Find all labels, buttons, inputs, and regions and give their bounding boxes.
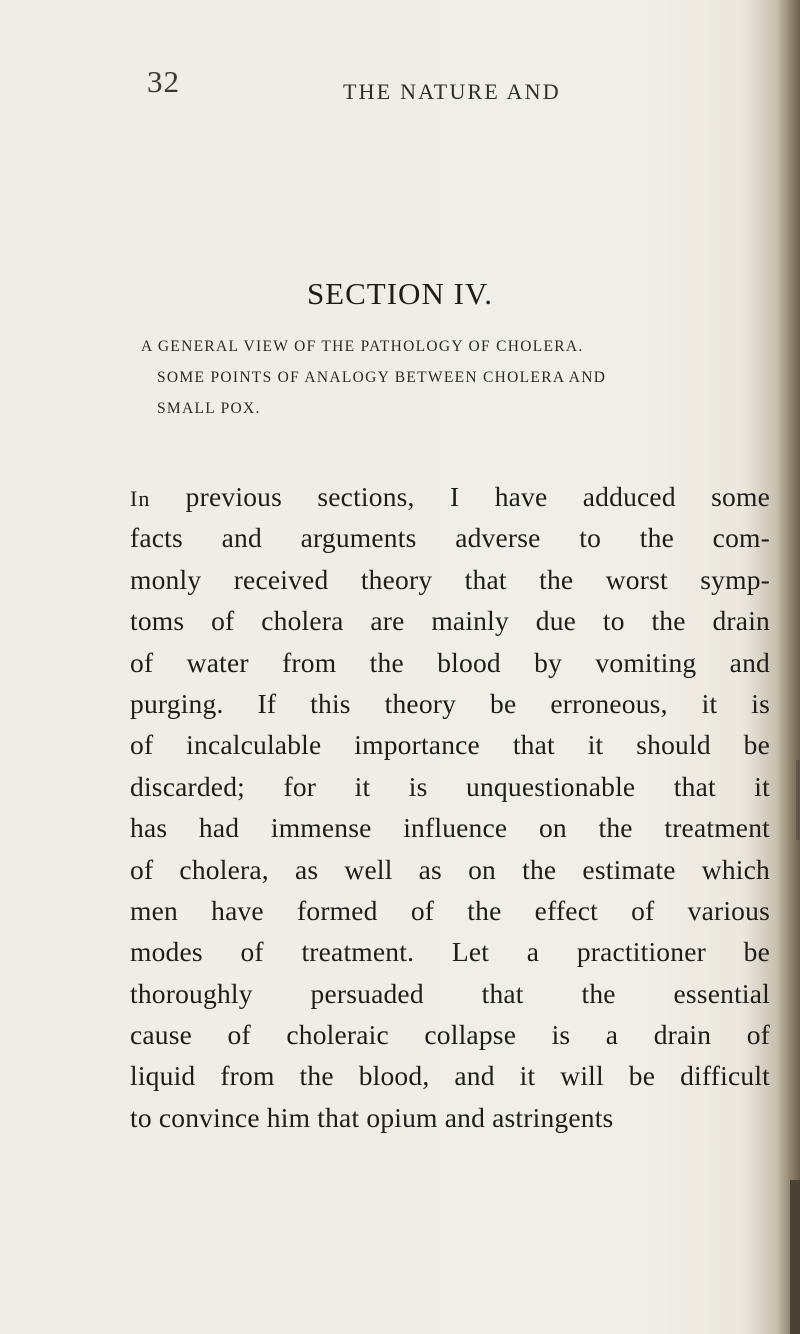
paragraph-line: of cholera, as well as on the estimate which [130,853,770,885]
binding-edge-shadow [790,1180,800,1334]
paragraph-line: thoroughly persuaded that the essential [130,977,770,1009]
paragraph-line: purging. If this theory be erroneous, it is [130,687,770,719]
paragraph-line: has had immense influence on the treatment [130,812,770,844]
paragraph-line: cause of choleraic collapse is a drain of [130,1019,770,1051]
binding-edge-shadow [796,760,800,840]
paragraph-line: liquid from the blood, and it will be difficult [130,1060,770,1092]
paragraph-line: to convince him that opium and astringents [130,1101,614,1133]
running-head: THE NATURE AND [343,79,561,104]
subtitle-line: A GENERAL VIEW OF THE PATHOLOGY OF CHOLERA. [141,338,584,355]
paragraph-line: facts and arguments adverse to the com- [130,522,770,554]
paragraph-line: modes of treatment. Let a practitioner be [130,936,770,968]
subtitle-line: SMALL POX. [157,400,261,417]
section-subtitle [141,338,761,431]
first-line-text: previous sections, I have adduced some [150,481,770,512]
body-paragraph [130,476,770,1138]
paragraph-line: discarded; for it is unquestionable that it [130,770,770,802]
section-title: SECTION IV. [306,276,494,311]
paragraph-line [130,476,770,517]
paragraph-line: men have formed of the effect of various [130,894,770,926]
opening-word: In [130,486,151,511]
subtitle-line: SOME POINTS OF ANALOGY BETWEEN CHOLERA AND [157,369,607,386]
paragraph-line: of incalculable importance that it should be [130,729,770,761]
paragraph-line: toms of cholera are mainly due to the drain [130,605,770,637]
page-number: 32 [147,64,180,99]
paragraph-line: monly received theory that the worst symp- [130,563,770,595]
paragraph-line: of water from the blood by vomiting and [130,646,770,678]
